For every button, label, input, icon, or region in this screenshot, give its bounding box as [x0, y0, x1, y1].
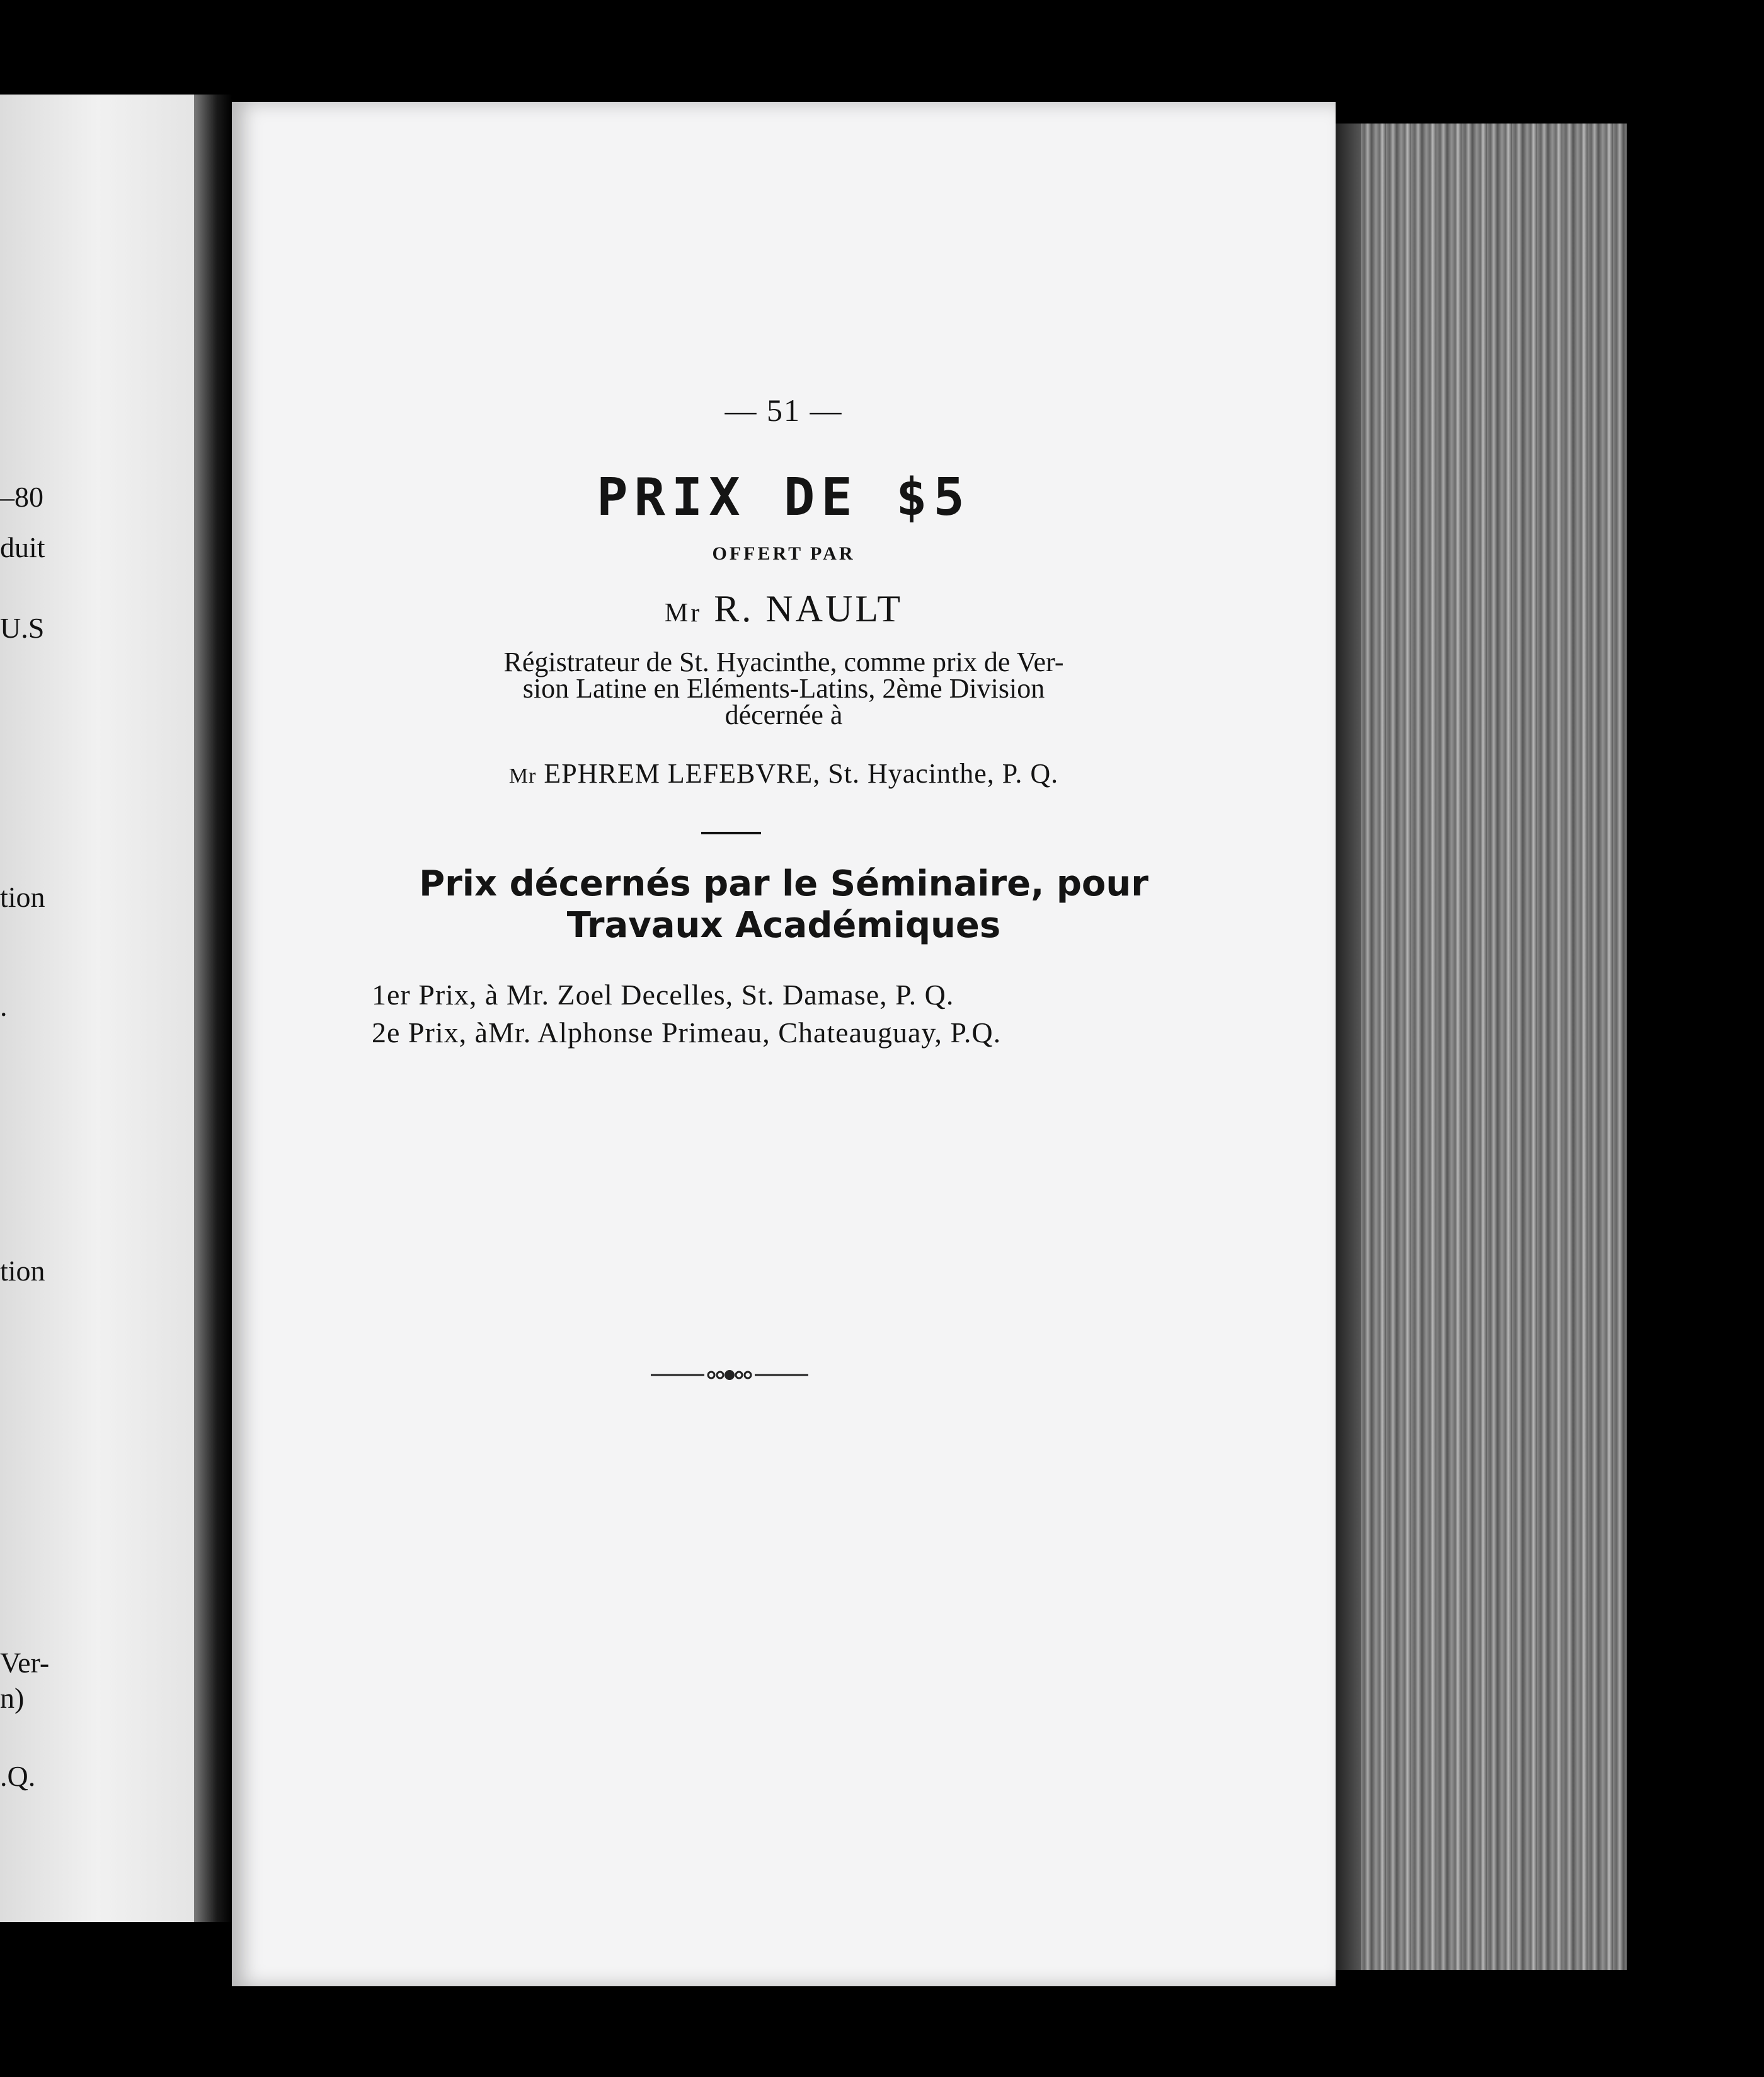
prize-description: Régistrateur de St. Hyacinthe, comme prix de Ver- sion Latine en Eléments-Latins, 2ème Division décernée à [503, 647, 1064, 730]
prize-entry: 1er Prix, à Mr. Zoel Decelles, St. Damase, P. Q. [372, 979, 954, 1011]
left-page-fragment: tion [0, 881, 45, 913]
left-page-fragment: . [0, 990, 8, 1022]
book-page-edges [1336, 124, 1627, 1970]
awardee-prefix: Mr [508, 764, 537, 788]
left-page-fragment: tion [0, 1255, 45, 1287]
left-page-fragment: duit [0, 531, 45, 563]
left-page-fragment: .Q. [0, 1760, 36, 1792]
fleuron-ornament [651, 1362, 808, 1388]
prize-entry: 2e Prix, àMr. Alphonse Primeau, Chateauguay, P.Q. [372, 1016, 1002, 1049]
donor-prefix: Mr [664, 599, 702, 628]
prize-title: PRIX DE $5 [597, 468, 971, 527]
offered-by-label: OFFERT PAR [712, 543, 856, 564]
left-page-fragment: –80 [0, 481, 43, 513]
left-page-fragment: U.S [0, 612, 45, 644]
page-number: — 51 — [724, 393, 843, 428]
left-page-fragment: Ver- [0, 1647, 50, 1679]
donor-name: R. NAULT [714, 588, 903, 630]
book-gutter [194, 95, 232, 1922]
book-page [232, 102, 1336, 1986]
awardee-line [232, 757, 1336, 790]
page-content [232, 102, 1336, 1986]
awardee-name: EPHREM LEFEBVRE, St. Hyacinthe, P. Q. [544, 758, 1059, 789]
left-page-fragment: n) [0, 1682, 25, 1714]
seminary-heading: Prix décernés par le Séminaire, pour Travaux Académiques [419, 863, 1148, 946]
section-divider [701, 832, 761, 834]
donor-line [232, 587, 1336, 631]
book-page-edges-shadow [1336, 124, 1361, 1970]
